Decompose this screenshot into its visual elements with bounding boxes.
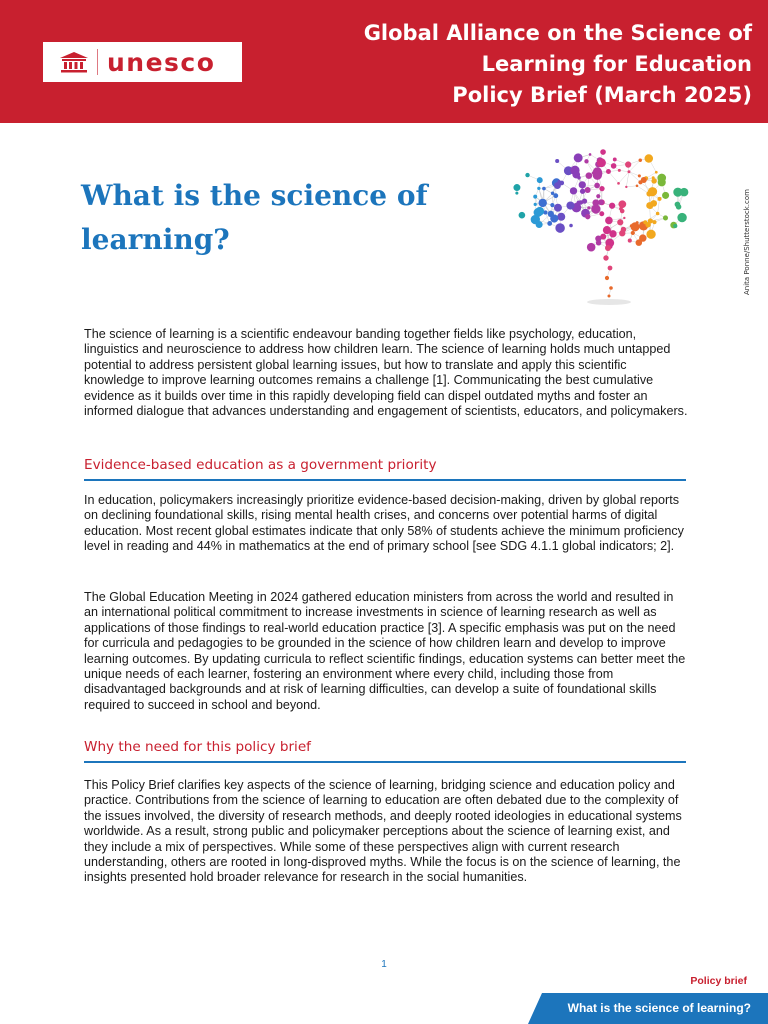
brain-node xyxy=(636,221,639,224)
brain-node xyxy=(613,158,617,162)
section-heading-evidence xyxy=(84,457,686,481)
brain-node xyxy=(646,202,653,209)
brain-node xyxy=(608,266,613,271)
brain-node xyxy=(652,176,655,179)
brain-node xyxy=(638,174,641,177)
brain-node xyxy=(582,199,587,204)
unesco-logo xyxy=(43,42,242,82)
brain-node xyxy=(655,171,658,174)
page-number: 1 xyxy=(381,959,387,970)
header-title xyxy=(364,18,752,111)
brain-node xyxy=(673,224,677,228)
temple-icon xyxy=(59,51,89,73)
header-title-line: Global Alliance on the Science of xyxy=(363,21,752,45)
header-banner xyxy=(0,0,768,123)
brain-node xyxy=(676,204,681,209)
brain-node xyxy=(550,203,554,207)
brain-node xyxy=(585,187,591,193)
brain-node xyxy=(620,209,625,214)
brain-node xyxy=(576,200,581,205)
section-heading-policy-brief xyxy=(84,739,686,763)
brain-node xyxy=(609,286,613,290)
brain-node xyxy=(646,230,655,239)
brain-node xyxy=(597,158,606,167)
image-credit-text: Anita Ponne/Shutterstock.com xyxy=(743,189,751,295)
brain-node xyxy=(645,154,654,163)
brain-node xyxy=(513,184,520,191)
brain-node xyxy=(618,169,621,172)
brain-node xyxy=(535,207,544,216)
brain-network-illustration xyxy=(496,130,706,310)
brain-node xyxy=(617,182,620,185)
brain-node xyxy=(643,220,647,224)
brain-node xyxy=(594,183,600,189)
brain-node xyxy=(630,224,633,227)
brain-node xyxy=(587,243,596,252)
brain-node xyxy=(570,187,577,194)
brain-node xyxy=(589,153,592,156)
brain-node xyxy=(617,219,623,225)
brain-node xyxy=(533,195,537,199)
brain-node xyxy=(605,245,611,251)
brain-node xyxy=(625,161,631,167)
brain-node xyxy=(580,189,585,194)
brain-node xyxy=(585,214,590,219)
brain-node xyxy=(636,184,639,187)
body-paragraph: In education, policymakers increasingly prioritize evidence-based decision-making, driven by global reports on declining foundational skills, rising mental health crises, and concerns over potential harms of digital education. Most recent global estimates indicate that only 58% of students achieve the minimum proficiency level in reading and 44% in mathematics at the end of primary school [see SDG 4.1.1 global indicators; 2]. xyxy=(84,493,684,554)
brain-node xyxy=(636,239,643,246)
brain-node xyxy=(596,194,600,198)
brain-node xyxy=(579,181,586,188)
brain-node xyxy=(608,295,611,298)
brain-node xyxy=(547,221,552,226)
brain-node xyxy=(638,180,642,184)
brain-node xyxy=(648,187,657,196)
brain-node xyxy=(598,199,604,205)
brain-node xyxy=(531,215,540,224)
brain-node xyxy=(673,188,682,197)
section-heading-text: Why the need for this policy brief xyxy=(84,739,311,755)
brain-node xyxy=(554,182,561,189)
logo-divider xyxy=(97,49,98,75)
image-credit xyxy=(742,184,752,304)
brain-node xyxy=(621,227,626,232)
brain-node xyxy=(520,212,523,215)
brain-node xyxy=(611,163,617,169)
brain-node xyxy=(651,178,656,183)
brain-node xyxy=(603,255,608,260)
header-title-line: Learning for Education xyxy=(481,52,752,76)
brain-node xyxy=(605,217,613,225)
brain-node xyxy=(662,192,669,199)
section-heading-text: Evidence-based education as a government priority xyxy=(84,457,437,473)
brain-node xyxy=(625,186,627,188)
brain-node xyxy=(542,187,546,191)
footer-title-bar xyxy=(528,993,768,1024)
brain-node xyxy=(652,220,656,224)
brain-node xyxy=(627,170,630,173)
brain-node xyxy=(534,203,537,206)
brain-node xyxy=(657,197,661,201)
brain-node xyxy=(537,187,540,190)
brain-node xyxy=(587,206,590,209)
brain-node xyxy=(656,212,660,216)
brain-node xyxy=(550,214,558,222)
brain-node xyxy=(537,177,543,183)
brain-node xyxy=(605,228,610,233)
brain-node xyxy=(631,231,635,235)
brain-node xyxy=(555,223,565,233)
brain-node xyxy=(586,172,593,179)
brain-node xyxy=(609,203,615,209)
brain-shadow xyxy=(587,299,631,305)
brain-node xyxy=(639,159,642,162)
footer-bar-text: What is the science of learning? xyxy=(567,1001,751,1015)
logo-wordmark: unesco xyxy=(107,47,216,77)
brain-node xyxy=(599,211,604,216)
brain-node xyxy=(569,224,573,228)
brain-node xyxy=(554,204,562,212)
brain-node xyxy=(525,173,529,177)
brain-node xyxy=(584,159,588,163)
brain-node xyxy=(657,174,666,183)
brain-node xyxy=(593,169,602,178)
brain-node xyxy=(572,171,580,179)
brain-node xyxy=(553,193,558,198)
page-title: What is the science of learning? xyxy=(81,179,428,256)
intro-paragraph: The science of learning is a scientific endeavour banding together fields like psychology, education, linguistics and neuroscience to address how children learn. The science of learning holds much untapped potential to address persistent global learning issues, but how to translate and apply this scientific knowledge to improve learning outcomes remains a challenge [1]. Communicating the best cumulative evidence as it builds over time in this rapidly developing field can dispel outdated myths and foster an informed dialogue that advances understanding and engagement of scientists, educators, and policymakers. xyxy=(84,327,688,419)
body-paragraph: This Policy Brief clarifies key aspects of the science of learning, bridging science and education policy and practice. Contributions from the science of learning to education are often debated due to the complexity of the issues involved, the diversity of research methods, and deeply rooted ideologies in educational systems worldwide. As a result, strong public and policymaker perceptions about the science of learning exist, and they include a mix of perspectives. While some of these perspectives align with current research understanding, others are rooted in long-disproved myths. While the focus is on the science of learning, the insights presented hold broader relevance for research in the social humanities. xyxy=(84,778,682,885)
body-paragraph: The Global Education Meeting in 2024 gathered education ministers from across the world and resulted in an international political commitment to increase investments in science of learning research as well as applications of those findings to real-world education practice [3]. A specific emphasis was put on the need for curricula and pedagogies to be grounded in the science of how children learn and develop to improve learning outcomes. By updating curricula to reflect scientific findings, education systems can better meet the unique needs of each learner, fostering an environment where every child, including those from disadvantaged backgrounds and at risk of learning difficulties, can develop a suite of foundational skills required to succeed in school and beyond. xyxy=(84,590,686,712)
brain-node xyxy=(600,149,606,155)
brain-node xyxy=(566,201,574,209)
brain-node xyxy=(623,217,625,219)
brain-node xyxy=(539,199,545,205)
brain-node xyxy=(592,172,595,175)
brain-node xyxy=(599,186,604,191)
brain-node xyxy=(555,159,559,163)
brain-node xyxy=(596,240,602,246)
brain-node xyxy=(515,192,518,195)
footer-label: Policy brief xyxy=(690,975,747,987)
brain-node xyxy=(618,200,626,208)
brain-node xyxy=(576,157,579,160)
brain-node xyxy=(677,213,686,222)
header-title-line: Policy Brief (March 2025) xyxy=(452,83,752,107)
brain-node xyxy=(663,215,668,220)
brain-node xyxy=(606,169,611,174)
brain-node xyxy=(557,213,565,221)
brain-node xyxy=(605,276,609,280)
brain-node xyxy=(648,218,653,223)
brain-node xyxy=(628,239,632,243)
